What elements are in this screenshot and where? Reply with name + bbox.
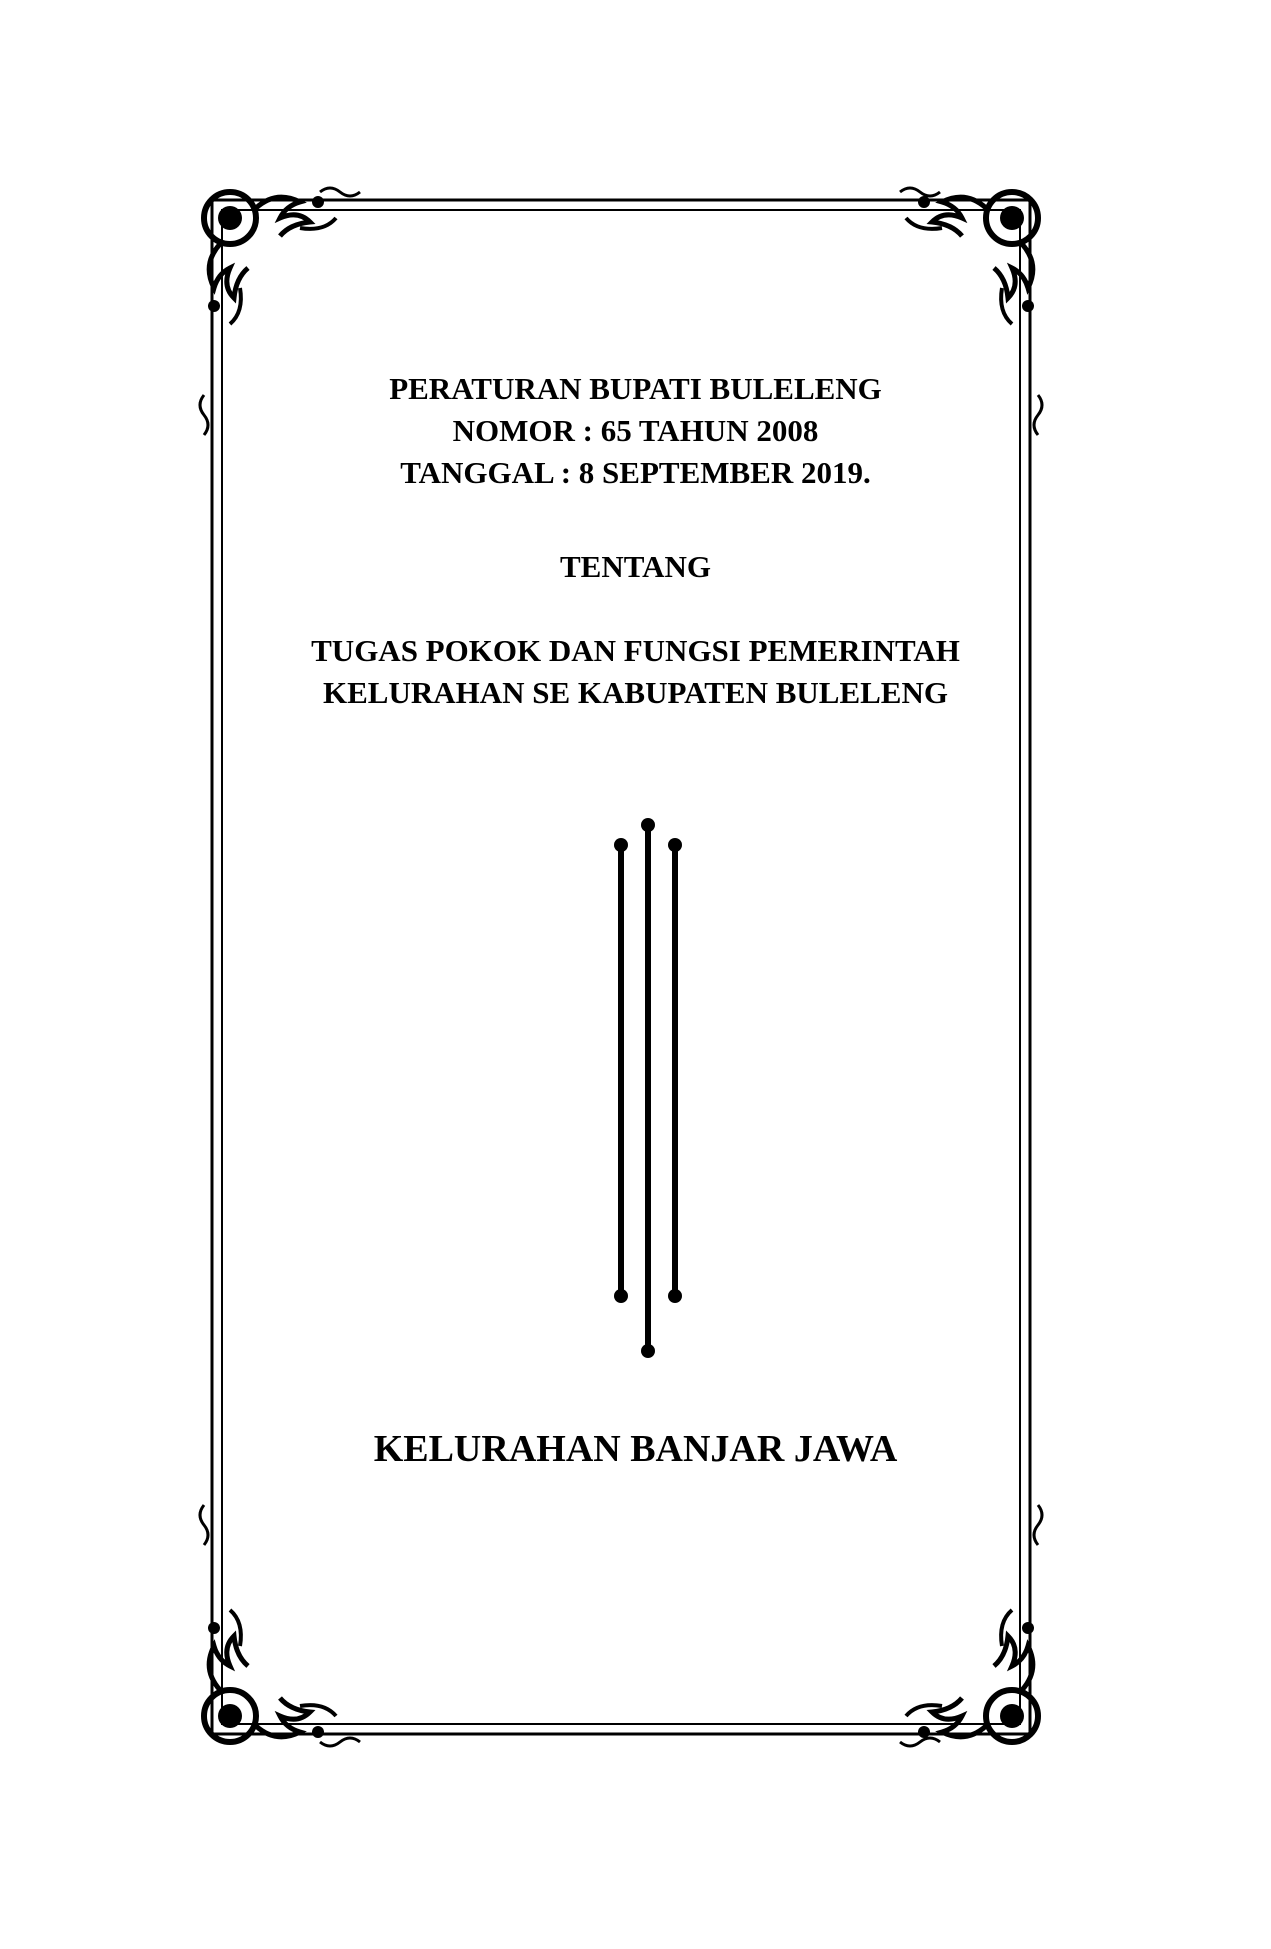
regulation-number: NOMOR : 65 TAHUN 2008 [452,413,819,448]
regulation-subject [0,630,1271,714]
subject-line-2: KELURAHAN SE KABUPATEN BULELENG [323,675,948,710]
tentang-text: TENTANG [559,549,711,584]
issuer-title [0,1424,1271,1474]
regulation-date: TANGGAL : 8 SEPTEMBER 2019. [400,455,871,490]
tentang-label [0,546,1271,588]
three-pin-divider-icon [614,818,682,1358]
regulation-title: PERATURAN BUPATI BULELENG [389,371,882,406]
regulation-header [0,368,1271,494]
issuer-name: KELURAHAN BANJAR JAWA [373,1428,898,1470]
subject-line-1: TUGAS POKOK DAN FUNGSI PEMERINTAH [311,633,960,668]
